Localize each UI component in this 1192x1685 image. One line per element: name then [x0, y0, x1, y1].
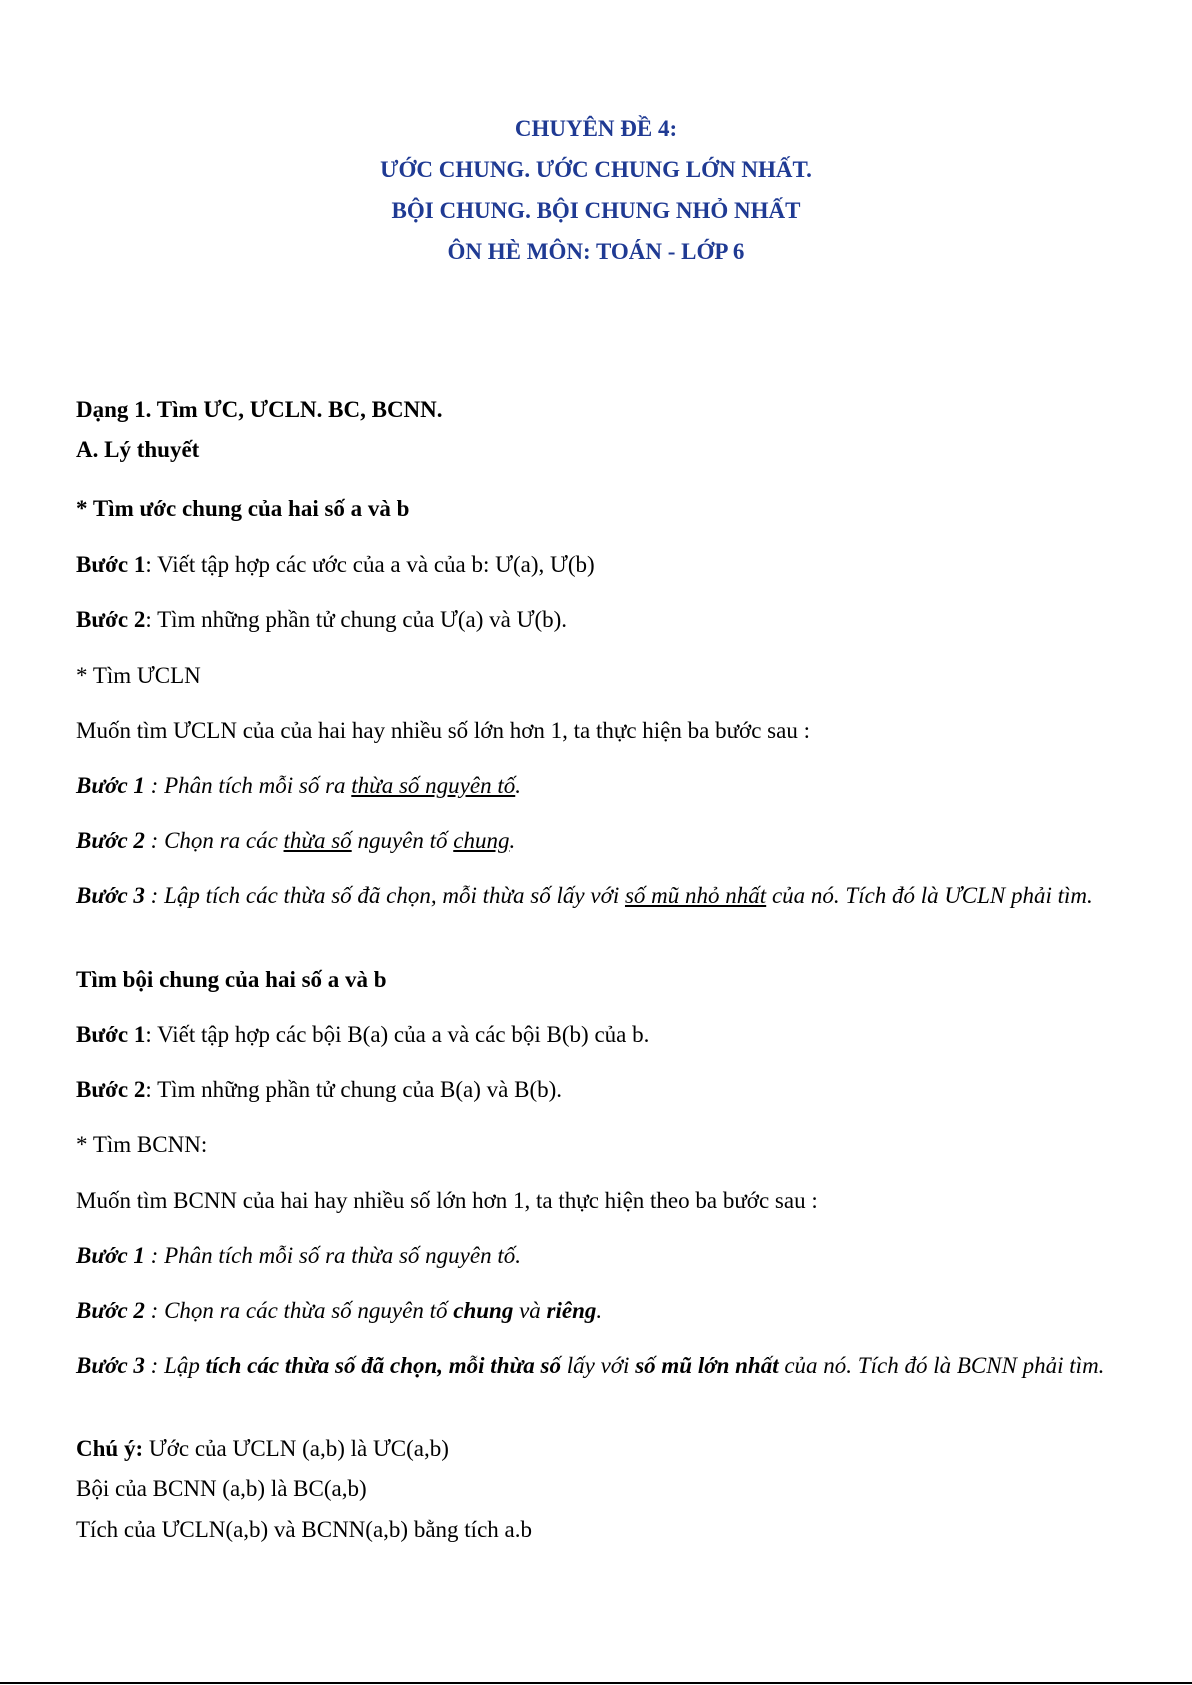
bcnn-intro: Muốn tìm BCNN của hai hay nhiều số lớn hơn 1, ta thực hiện theo ba bước sau :: [76, 1188, 818, 1213]
step-label: Bước 1: [76, 552, 146, 577]
uc-heading: * Tìm ước chung của hai số a và b: [76, 496, 410, 521]
bcnn-step-3: [76, 1352, 1116, 1380]
ucln-intro: Muốn tìm ƯCLN của của hai hay nhiều số lớn hơn 1, ta thực hiện ba bước sau :: [76, 718, 810, 743]
uc-step-1: [76, 551, 595, 579]
step-text-end: .: [596, 1298, 603, 1323]
step-text: : Phân tích mỗi số ra: [144, 773, 352, 798]
note-label: Chú ý:: [76, 1436, 144, 1461]
note-line-3: Tích của ƯCLN(a,b) và BCNN(a,b) bằng tích a.b: [76, 1517, 532, 1542]
step-text-mid: lấy với: [560, 1353, 636, 1378]
ucln-step-1: [76, 772, 521, 800]
underlined-term-2: chung: [453, 828, 510, 853]
page-bottom-rule: [0, 1682, 1192, 1684]
step-label: Bước 1: [76, 1022, 146, 1047]
step-text: : Viết tập hợp các ước của a và của b: Ư(a), Ư(b): [145, 552, 595, 577]
step-text-end: .: [509, 828, 516, 853]
note-line-1: [76, 1435, 449, 1463]
step-label: Bước 3: [76, 883, 145, 908]
step-text-mid: và: [513, 1298, 547, 1323]
step-text: : Chọn ra các thừa số nguyên tố: [144, 1298, 454, 1323]
bc-step-2: [76, 1076, 562, 1104]
step-text: : Chọn ra các: [144, 828, 284, 853]
note-text: Ước của ƯCLN (a,b) là ƯC(a,b): [143, 1436, 449, 1461]
section-heading-dang1: Dạng 1. Tìm ƯC, ƯCLN. BC, BCNN.: [76, 397, 443, 422]
section-heading-ly-thuyet: A. Lý thuyết: [76, 437, 200, 462]
step-label: Bước 2: [76, 828, 145, 853]
underlined-term: số mũ nhỏ nhất: [624, 883, 767, 908]
note-line-2: Bội của BCNN (a,b) là BC(a,b): [76, 1476, 367, 1501]
step-text-end: .: [515, 773, 521, 798]
step-label: Bước 2: [76, 607, 146, 632]
step-label: Bước 1: [76, 1243, 145, 1268]
step-label: Bước 1: [76, 773, 145, 798]
underlined-term: thừa số nguyên tố: [351, 773, 516, 798]
bc-heading: Tìm bội chung của hai số a và b: [76, 967, 387, 992]
title-line-2: ƯỚC CHUNG. ƯỚC CHUNG LỚN NHẤT.: [380, 157, 812, 182]
step-label: Bước 2: [76, 1298, 145, 1323]
step-text-end: của nó. Tích đó là ƯCLN phải tìm.: [766, 883, 1093, 908]
uc-step-2: [76, 606, 567, 634]
step-text: : Lập: [144, 1353, 206, 1378]
ucln-step-3: [76, 882, 1116, 910]
step-text-end: của nó. Tích đó là BCNN phải tìm.: [778, 1353, 1105, 1378]
step-label: Bước 3: [76, 1353, 145, 1378]
bcnn-step-2: [76, 1297, 602, 1325]
bcnn-step-1: [76, 1242, 521, 1270]
title-line-3: BỘI CHUNG. BỘI CHUNG NHỎ NHẤT: [391, 198, 801, 223]
step-text: : Viết tập hợp các bội B(a) của a và các bội B(b) của b.: [145, 1022, 650, 1047]
ucln-heading: * Tìm ƯCLN: [76, 663, 201, 688]
step-text: : Tìm những phần tử chung của B(a) và B(b).: [145, 1077, 563, 1102]
bold-term: chung: [453, 1298, 514, 1323]
step-text: : Lập tích các thừa số đã chọn, mỗi thừa số lấy với: [144, 883, 625, 908]
bold-term-2: số mũ lớn nhất: [635, 1353, 779, 1378]
step-text-mid: nguyên tố: [351, 828, 454, 853]
document-title: [0, 108, 1192, 272]
bc-step-1: [76, 1021, 649, 1049]
bcnn-heading: * Tìm BCNN:: [76, 1132, 208, 1157]
step-text: : Phân tích mỗi số ra thừa số nguyên tố.: [144, 1243, 521, 1268]
step-label: Bước 2: [76, 1077, 146, 1102]
underlined-term: thừa số: [283, 828, 352, 853]
title-line-4: ÔN HÈ MÔN: TOÁN - LỚP 6: [447, 239, 745, 264]
bold-term-2: riêng: [546, 1298, 597, 1323]
step-text: : Tìm những phần tử chung của Ư(a) và Ư(b).: [145, 607, 568, 632]
title-line-1: CHUYÊN ĐỀ 4:: [514, 116, 678, 141]
bold-term: tích các thừa số đã chọn, mỗi thừa số: [205, 1353, 561, 1378]
ucln-step-2: [76, 827, 515, 855]
